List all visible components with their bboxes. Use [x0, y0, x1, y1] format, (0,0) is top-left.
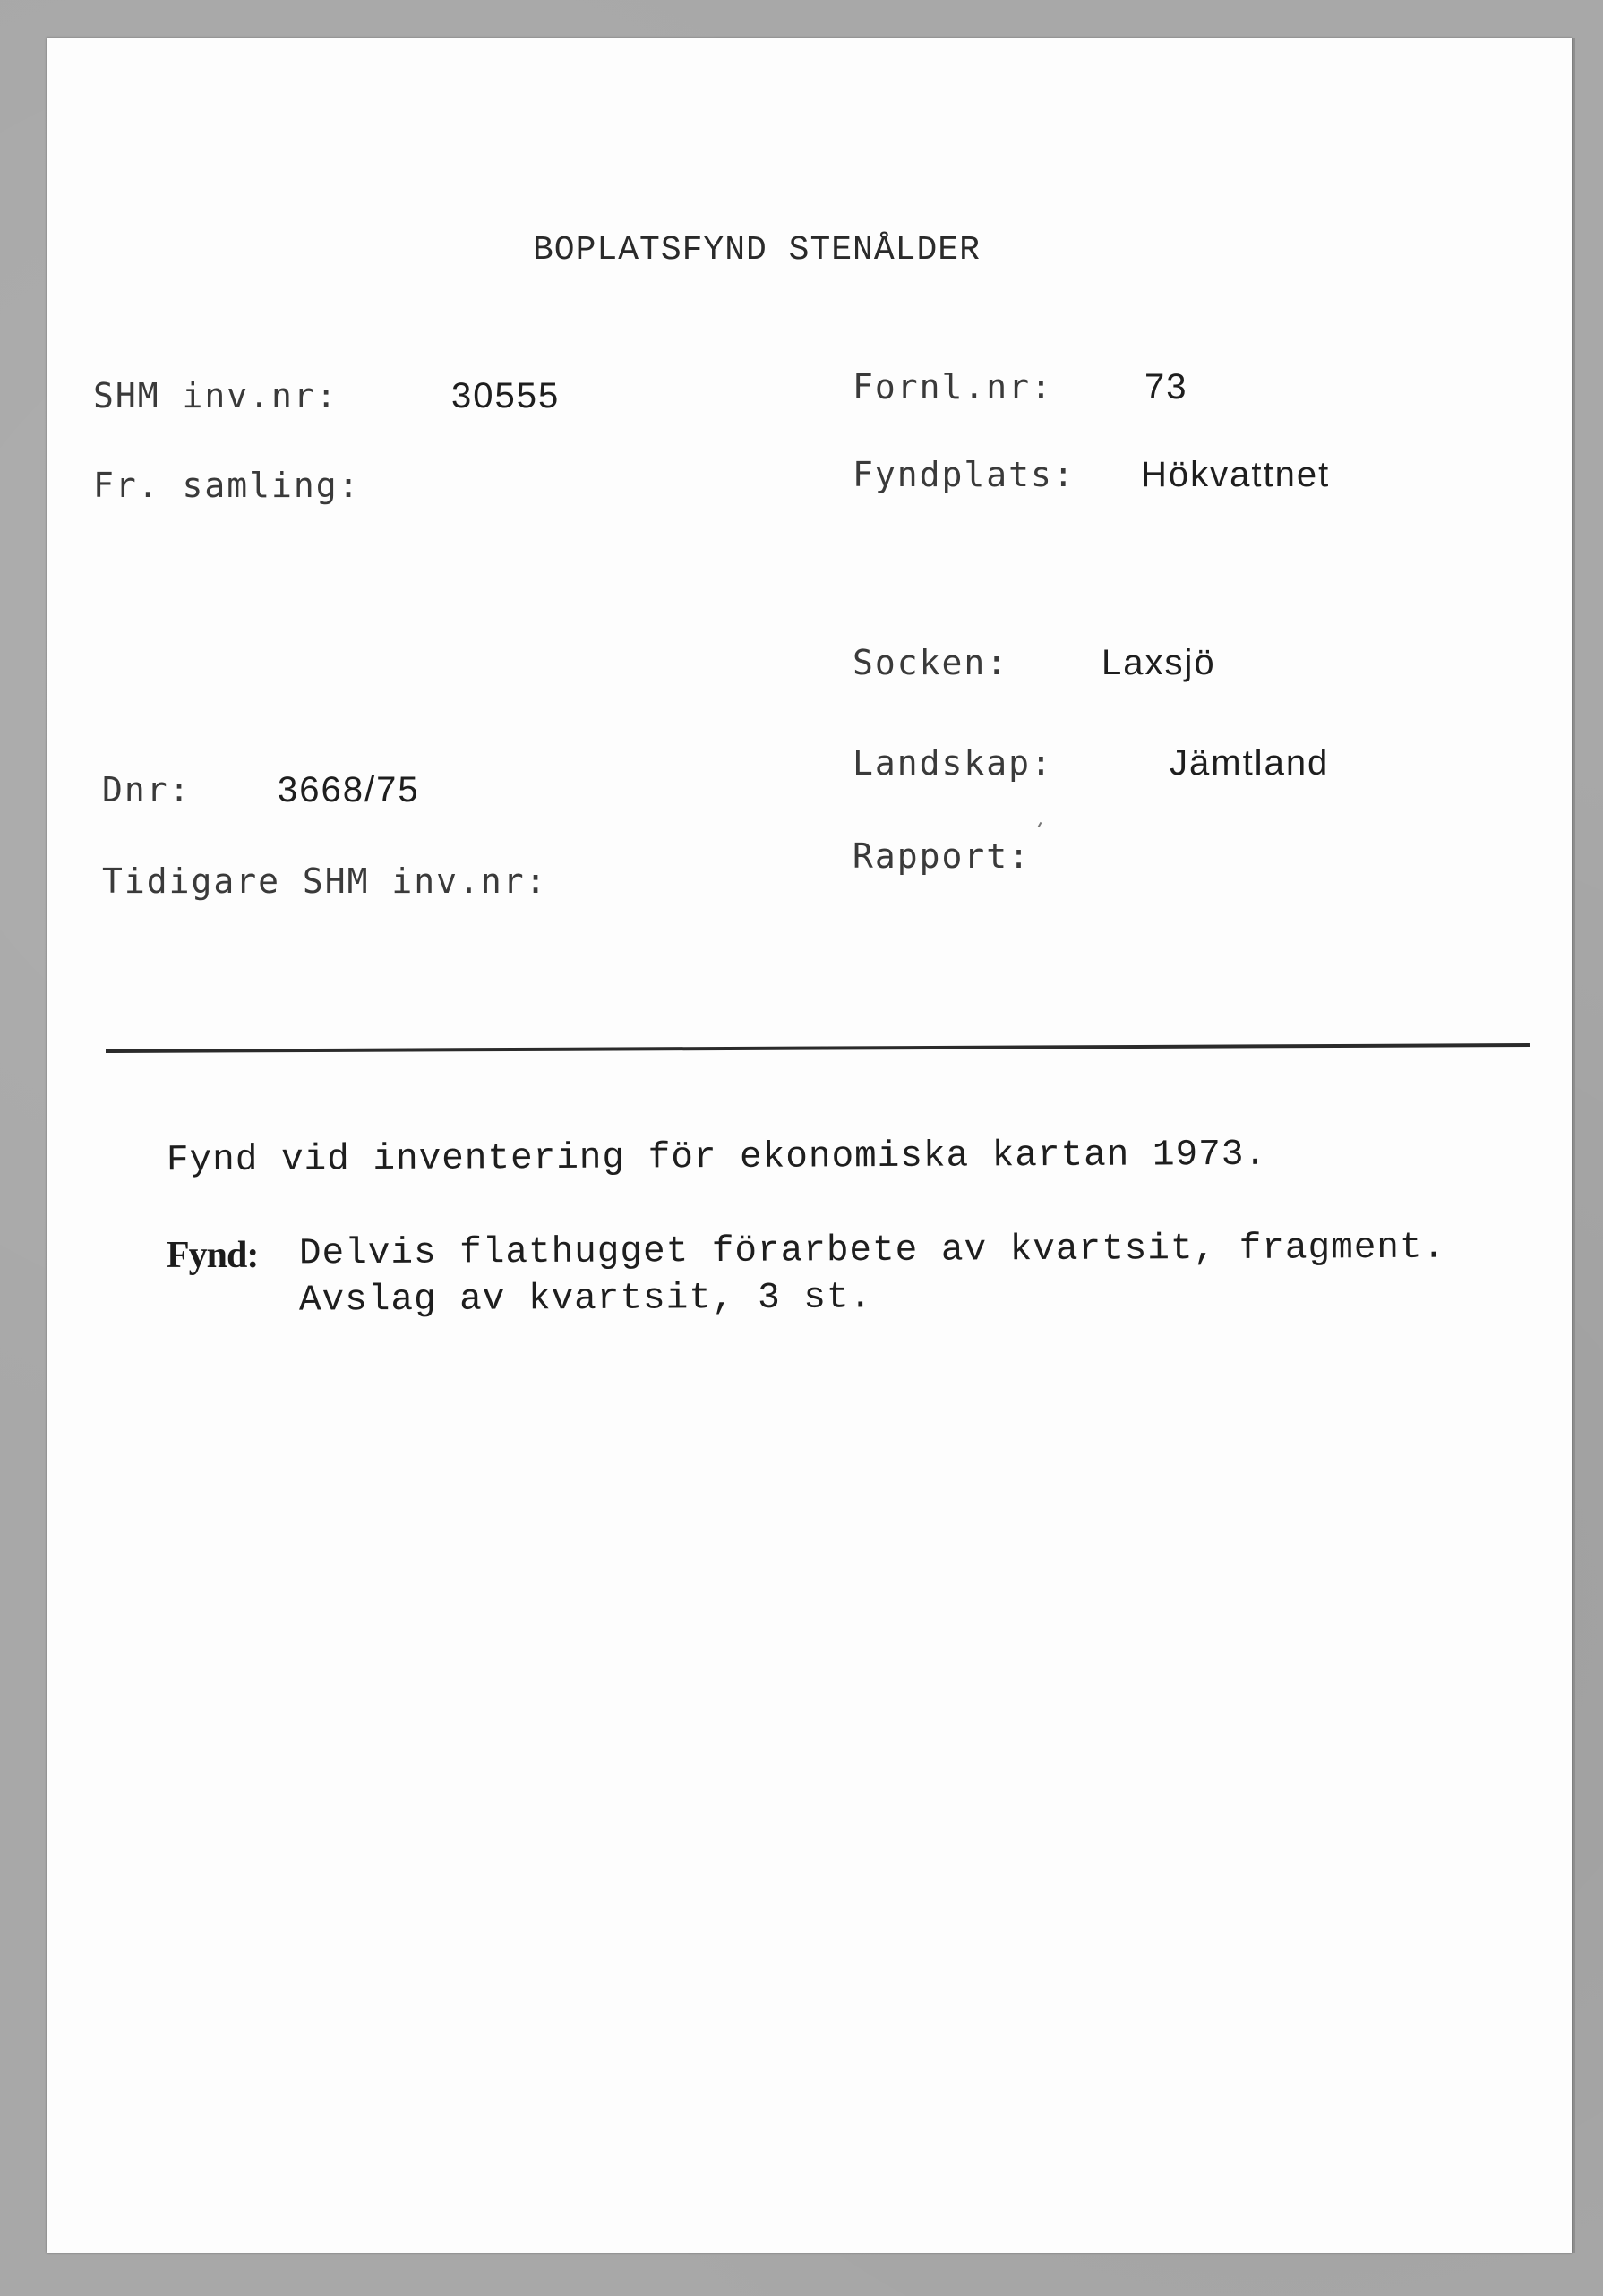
shm-inv-label: SHM inv.nr: [93, 376, 339, 416]
socken-label: Socken: [853, 643, 1009, 682]
dnr-label: Dnr: [102, 770, 192, 810]
fr-samling-label: Fr. samling: [93, 466, 361, 505]
fyndplats-value: Hökvattnet [1141, 455, 1331, 494]
fornl-label: Fornl.nr: [853, 367, 1053, 407]
landskap-value: Jämtland [1170, 743, 1330, 783]
card-edge-shadow [1572, 38, 1575, 2253]
landskap-label: Landskap: [853, 743, 1053, 783]
socken-value: Laxsjö [1102, 643, 1216, 682]
ink-speck [1038, 822, 1042, 827]
tidigare-shm-label: Tidigare SHM inv.nr: [102, 861, 548, 901]
fynd-line-1: Delvis flathugget förarbete av kvartsit, fragment. [298, 1227, 1446, 1275]
card-title: BOPLATSFYND STENÅLDER [533, 231, 981, 270]
fornl-value: 73 [1144, 367, 1188, 407]
fyndplats-label: Fyndplats: [853, 455, 1076, 494]
rapport-label: Rapport: [853, 836, 1032, 876]
fynd-line-2: Avslag av kvartsit, 3 st. [298, 1277, 873, 1322]
description-line: Fynd vid inventering för ekonomiska kartan 1973. [166, 1134, 1268, 1182]
fynd-label: Fynd: [167, 1235, 259, 1276]
shm-inv-value: 30555 [451, 376, 561, 416]
dnr-value: 3668/75 [278, 770, 420, 810]
